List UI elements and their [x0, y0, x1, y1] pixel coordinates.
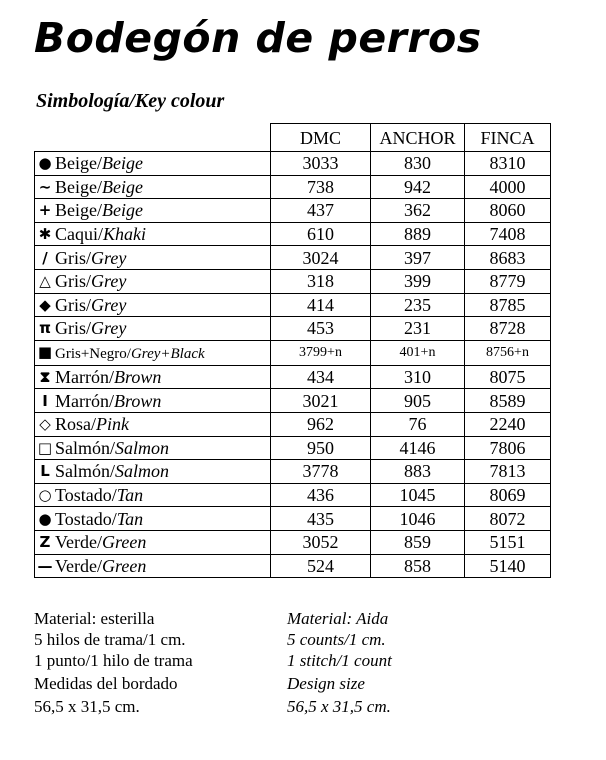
finca-code-cell: 8060: [465, 199, 551, 223]
dmc-code-cell: 434: [271, 365, 371, 389]
table-row: [35, 246, 551, 270]
name-separator: /: [96, 555, 102, 576]
anchor-code-cell: 905: [371, 389, 465, 413]
finca-code-cell: 8756+n: [465, 340, 551, 365]
color-name-es: Verde: [55, 555, 97, 576]
finca-code-cell: 5151: [465, 530, 551, 554]
letter-z-icon: Z: [39, 533, 51, 552]
color-name-en: Salmon: [115, 461, 170, 482]
name-separator: /: [126, 345, 131, 362]
color-name-es: Tostado: [55, 485, 112, 506]
dmc-code-cell: 950: [271, 436, 371, 460]
finca-code-cell: 7806: [465, 436, 551, 460]
table-row: [35, 222, 551, 246]
color-name-en: Beige: [102, 153, 143, 174]
color-name-cell: [35, 152, 271, 176]
color-name-cell: [35, 317, 271, 341]
dmc-code-cell: 524: [271, 554, 371, 578]
anchor-code-cell: 76: [371, 412, 465, 436]
table-row: [35, 152, 551, 176]
name-separator: /: [86, 271, 92, 292]
color-name-cell: [35, 483, 271, 507]
color-name-es: Gris: [55, 294, 86, 315]
color-name-cell: [35, 199, 271, 223]
color-name-cell: [35, 460, 271, 484]
color-name-cell: [35, 293, 271, 317]
table-row: [35, 175, 551, 199]
finca-code-cell: 8785: [465, 293, 551, 317]
color-name-es: Tostado: [55, 508, 112, 529]
dmc-code-cell: 3024: [271, 246, 371, 270]
key-subtitle: Simbología/Key colour: [36, 90, 225, 112]
color-name-cell: [35, 554, 271, 578]
footer-count-en: 5 counts/1 cm.: [287, 630, 386, 649]
footer-size-label-en: Design size: [287, 674, 365, 693]
dmc-code-cell: 453: [271, 317, 371, 341]
color-name-en: Beige: [102, 200, 143, 221]
color-name-en: Tan: [116, 485, 144, 506]
color-name-es: Marrón: [55, 390, 109, 411]
asterisk-icon: ✱: [38, 225, 52, 244]
color-name-cell: [35, 246, 271, 270]
color-name-cell: [35, 507, 271, 531]
color-name-en: Grey: [91, 271, 127, 292]
dmc-code-cell: 3799+n: [271, 340, 371, 365]
anchor-code-cell: 830: [371, 152, 465, 176]
name-separator: /: [108, 367, 114, 388]
name-separator: /: [86, 247, 92, 268]
color-name-cell: [35, 530, 271, 554]
color-name-cell: [35, 222, 271, 246]
color-name-cell: [35, 412, 271, 436]
name-separator: /: [96, 532, 102, 553]
color-name-es: Gris: [55, 247, 86, 268]
anchor-code-cell: 399: [371, 269, 465, 293]
table-row: [35, 483, 551, 507]
color-name-cell: [35, 175, 271, 199]
anchor-code-cell: 231: [371, 317, 465, 341]
table-row: [35, 389, 551, 413]
color-name-en: Salmon: [115, 437, 170, 458]
color-name-cell: [35, 340, 271, 365]
table-row: [35, 293, 551, 317]
name-separator: /: [97, 153, 103, 174]
color-name-cell: [35, 389, 271, 413]
hourglass-icon: ⧗: [39, 368, 51, 387]
finca-code-cell: 8683: [465, 246, 551, 270]
color-name-es: Salmón: [55, 437, 111, 458]
table-row: [35, 365, 551, 389]
color-name-en: Beige: [102, 176, 143, 197]
color-name-en: Brown: [114, 390, 162, 411]
dmc-code-cell: 3052: [271, 530, 371, 554]
dmc-code-cell: 435: [271, 507, 371, 531]
color-key-table: [34, 123, 551, 578]
color-name-es: Rosa: [55, 414, 91, 435]
color-name-cell: [35, 365, 271, 389]
open-square-icon: □: [37, 438, 53, 457]
anchor-code-cell: 401+n: [371, 340, 465, 365]
finca-code-cell: 8075: [465, 365, 551, 389]
footer-material-en: Material: Aida: [287, 609, 389, 628]
page-title: Bodegón de perros: [34, 14, 482, 62]
footer-stitch-en: 1 stitch/1 count: [287, 651, 392, 670]
table-row: [35, 340, 551, 365]
finca-code-cell: 8310: [465, 152, 551, 176]
color-name-en: Khaki: [103, 224, 147, 245]
dmc-code-cell: 318: [271, 269, 371, 293]
name-separator: /: [108, 390, 114, 411]
small-dot-icon: ●: [38, 154, 52, 173]
footer-english: [287, 608, 392, 717]
table-row: [35, 199, 551, 223]
footer-size-value-en: 56,5 x 31,5 cm.: [287, 697, 391, 716]
footer-spanish: [34, 608, 193, 717]
table-row: [35, 269, 551, 293]
finca-code-cell: 7813: [465, 460, 551, 484]
color-name-es: Marrón: [55, 367, 109, 388]
name-separator: /: [111, 485, 117, 506]
color-name-en: Grey+Black: [130, 345, 205, 362]
column-header-anchor: ANCHOR: [371, 124, 465, 152]
diamond-icon: ◆: [39, 295, 51, 314]
color-name-cell: [35, 436, 271, 460]
vertical-bar-icon: I: [42, 391, 48, 410]
open-circle-icon: ○: [38, 486, 52, 505]
anchor-code-cell: 397: [371, 246, 465, 270]
footer-size-label-es: Medidas del bordado: [34, 674, 178, 693]
color-name-es: Caqui: [55, 224, 98, 245]
finca-code-cell: 8779: [465, 269, 551, 293]
color-name-es: Beige: [55, 176, 97, 197]
anchor-code-cell: 4146: [371, 436, 465, 460]
anchor-code-cell: 310: [371, 365, 465, 389]
name-separator: /: [86, 294, 92, 315]
header-blank-cell: [35, 124, 271, 152]
column-header-dmc: DMC: [271, 124, 371, 152]
footer-stitch-es: 1 punto/1 hilo de trama: [34, 651, 193, 670]
finca-code-cell: 8589: [465, 389, 551, 413]
dmc-code-cell: 414: [271, 293, 371, 317]
color-name-en: Brown: [114, 367, 162, 388]
filled-square-icon: ■: [37, 342, 53, 361]
table-row: [35, 317, 551, 341]
table-row: [35, 530, 551, 554]
finca-code-cell: 4000: [465, 175, 551, 199]
finca-code-cell: 7408: [465, 222, 551, 246]
dmc-code-cell: 437: [271, 199, 371, 223]
color-name-en: Pink: [96, 414, 130, 435]
footer-size-value-es: 56,5 x 31,5 cm.: [34, 697, 140, 716]
anchor-code-cell: 235: [371, 293, 465, 317]
pi-icon: π: [39, 319, 51, 338]
color-name-es: Salmón: [55, 461, 111, 482]
anchor-code-cell: 1046: [371, 507, 465, 531]
dmc-code-cell: 3033: [271, 152, 371, 176]
anchor-code-cell: 858: [371, 554, 465, 578]
color-name-es: Beige: [55, 153, 97, 174]
name-separator: /: [110, 461, 116, 482]
finca-code-cell: 5140: [465, 554, 551, 578]
color-name-es: Beige: [55, 200, 97, 221]
table-row: [35, 460, 551, 484]
filled-circle-icon: ●: [38, 509, 52, 528]
color-name-en: Grey: [91, 247, 127, 268]
footer-count-es: 5 hilos de trama/1 cm.: [34, 630, 186, 649]
name-separator: /: [111, 508, 117, 529]
anchor-code-cell: 859: [371, 530, 465, 554]
name-separator: /: [97, 176, 103, 197]
name-separator: /: [110, 437, 116, 458]
color-name-en: Grey: [91, 294, 127, 315]
finca-code-cell: 8072: [465, 507, 551, 531]
color-name-es: Gris+Negro: [55, 345, 127, 362]
finca-code-cell: 8069: [465, 483, 551, 507]
table-row: [35, 507, 551, 531]
color-name-en: Green: [102, 532, 147, 553]
table-row: [35, 436, 551, 460]
name-separator: /: [98, 224, 104, 245]
slash-icon: /: [42, 248, 48, 267]
anchor-code-cell: 1045: [371, 483, 465, 507]
four-point-star-icon: ◇: [39, 415, 51, 434]
color-name-en: Tan: [116, 508, 144, 529]
column-header-finca: FINCA: [465, 124, 551, 152]
dmc-code-cell: 610: [271, 222, 371, 246]
triangle-icon: △: [39, 272, 51, 291]
dash-icon: —: [37, 556, 53, 575]
table-header-row: [35, 124, 551, 152]
color-name-en: Green: [102, 555, 147, 576]
footer-material-es: Material: esterilla: [34, 609, 155, 628]
table-row: [35, 554, 551, 578]
anchor-code-cell: 362: [371, 199, 465, 223]
color-name-es: Verde: [55, 532, 97, 553]
color-name-cell: [35, 269, 271, 293]
dmc-code-cell: 436: [271, 483, 371, 507]
table-row: [35, 412, 551, 436]
color-name-es: Gris: [55, 318, 86, 339]
name-separator: /: [86, 318, 92, 339]
name-separator: /: [91, 414, 97, 435]
dmc-code-cell: 962: [271, 412, 371, 436]
color-name-en: Grey: [91, 318, 127, 339]
anchor-code-cell: 883: [371, 460, 465, 484]
finca-code-cell: 8728: [465, 317, 551, 341]
dmc-code-cell: 3778: [271, 460, 371, 484]
finca-code-cell: 2240: [465, 412, 551, 436]
plus-icon: +: [38, 201, 52, 220]
name-separator: /: [97, 200, 103, 221]
letter-l-icon: L: [40, 462, 50, 481]
dmc-code-cell: 738: [271, 175, 371, 199]
anchor-code-cell: 942: [371, 175, 465, 199]
tilde-icon: ∼: [38, 177, 52, 196]
color-name-es: Gris: [55, 271, 86, 292]
anchor-code-cell: 889: [371, 222, 465, 246]
dmc-code-cell: 3021: [271, 389, 371, 413]
